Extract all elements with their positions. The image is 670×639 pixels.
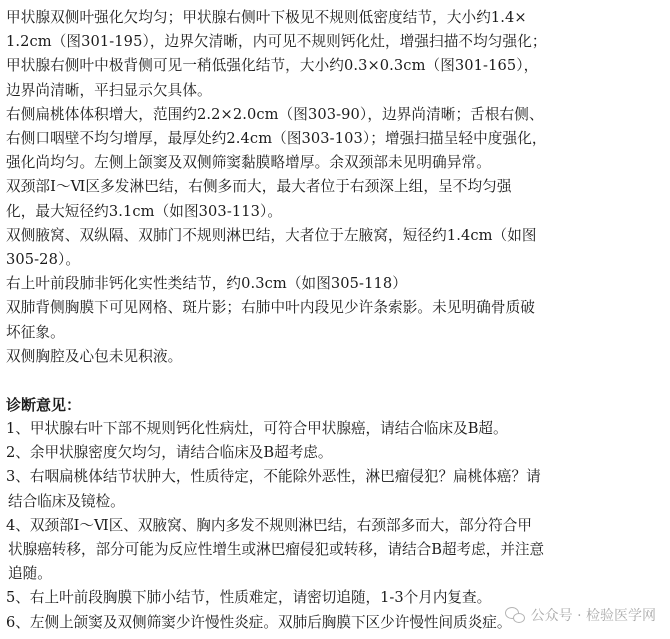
- diagnosis-item-line: 结合临床及镜检。: [8, 492, 125, 510]
- finding-line: 右侧扁桃体体积增大，范围约2.2×2.0cm（图303-90），边界尚清晰；舌根右侧、: [6, 105, 544, 123]
- diagnosis-item-line: 1、甲状腺右叶下部不规则钙化性病灶，可符合甲状腺癌，请结合临床及B超。: [6, 420, 508, 438]
- finding-line: 强化尚均匀。左侧上颌窦及双侧筛窦黏膜略增厚。余双颈部未见明确异常。: [6, 154, 491, 172]
- section-gap: [6, 369, 666, 393]
- diagnosis-item-line: 5、右上叶前段胸膜下肺小结节，性质难定，请密切追随，1-3个月内复查。: [6, 589, 492, 607]
- finding-line: 1.2cm（图301-195），边界欠清晰，内可见不规则钙化灶，增强扫描不均匀强化；: [6, 33, 547, 51]
- wechat-icon: [505, 607, 525, 623]
- finding-paragraph: [6, 54, 666, 102]
- findings-section: [6, 6, 666, 369]
- finding-paragraph: [6, 272, 666, 296]
- finding-line: 边界尚清晰，平扫显示欠具体。: [6, 81, 212, 99]
- diagnosis-heading: 诊断意见：: [6, 396, 82, 415]
- finding-line: 双侧腋窝、双纵隔、双肺门不规则淋巴结，大者位于左腋窝，短径约1.4cm（如图: [6, 226, 537, 244]
- finding-line: 右侧口咽壁不均匀增厚，最厚处约2.4cm（图303-103）；增强扫描呈轻中度强化，: [6, 130, 547, 148]
- diagnosis-item-paragraph: [6, 465, 666, 513]
- watermark-text: 公众号 · 检验医学网: [530, 608, 656, 624]
- diagnosis-item-line: 状腺癌转移，部分可能为反应性增生或淋巴瘤侵犯或转移，请结合B超考虑，并注意: [8, 541, 545, 559]
- finding-paragraph: [6, 345, 666, 369]
- diagnosis-item-line: 6、左侧上颌窦及双侧筛窦少许慢性炎症。双肺后胸膜下区少许慢性间质炎症。: [6, 613, 512, 631]
- finding-line: 化，最大短径约3.1cm（如图303-113）。: [6, 202, 283, 220]
- finding-paragraph: [6, 103, 666, 176]
- finding-line: 右上叶前段肺非钙化实性类结节，约0.3cm（如图305-118）: [6, 275, 407, 293]
- finding-paragraph: [6, 296, 666, 344]
- watermark: [505, 605, 656, 625]
- finding-line: 双肺背侧胸膜下可见网格、斑片影；右肺中叶内段见少许条索影。未见明确骨质破: [6, 299, 535, 317]
- diagnosis-item-line: 3、右咽扁桃体结节状肿大，性质待定，不能除外恶性，淋巴瘤侵犯？扁桃体癌？请: [6, 468, 541, 486]
- finding-line: 双侧胸腔及心包未见积液。: [6, 347, 183, 365]
- diagnosis-item-line: 追随。: [8, 565, 52, 583]
- diagnosis-item-paragraph: [6, 441, 666, 465]
- finding-line: 甲状腺右侧叶中极背侧可见一稍低强化结节，大小约0.3×0.3cm（图301-165），: [6, 57, 539, 75]
- diagnosis-item-line: 2、余甲状腺密度欠均匀，请结合临床及B超考虑。: [6, 444, 333, 462]
- diagnosis-item-paragraph: [6, 514, 666, 587]
- finding-paragraph: [6, 224, 666, 272]
- finding-line: 甲状腺双侧叶强化欠均匀；甲状腺右侧叶下极见不规则低密度结节，大小约1.4×: [6, 9, 527, 26]
- diagnosis-item-paragraph: [6, 417, 666, 441]
- finding-line: 坏征象。: [6, 323, 65, 341]
- finding-line: 双颈部Ⅰ～Ⅵ区多发淋巴结，右侧多而大，最大者位于右颈深上组，呈不均匀强: [6, 178, 512, 196]
- finding-paragraph: [6, 6, 666, 54]
- finding-line: 305-28）。: [6, 251, 81, 269]
- diagnosis-section: [6, 417, 666, 635]
- finding-paragraph: [6, 175, 666, 223]
- diagnosis-item-line: 4、双颈部Ⅰ～Ⅵ区、双腋窝、胸内多发不规则淋巴结，右颈部多而大，部分符合甲: [6, 516, 532, 534]
- report-document: [6, 6, 666, 635]
